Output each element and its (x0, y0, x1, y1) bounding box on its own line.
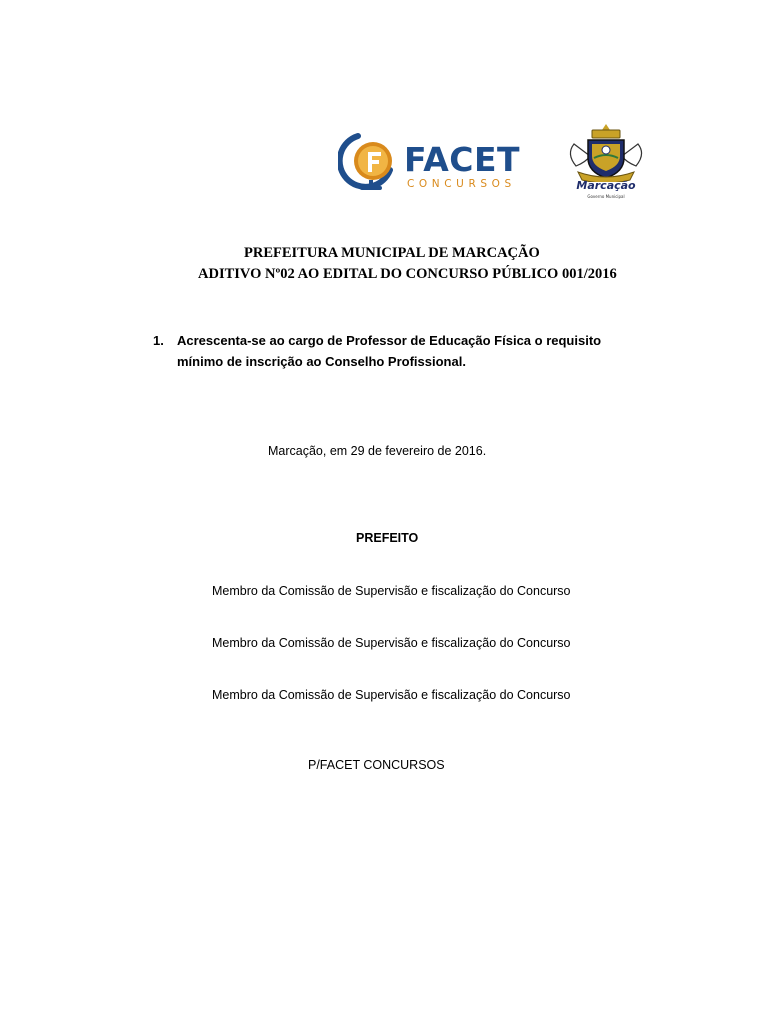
title-line-1: PREFEITURA MUNICIPAL DE MARCAÇÃO (244, 245, 540, 261)
facet-subtitle: CONCURSOS (407, 178, 516, 190)
signature-prefeito: PREFEITO (356, 531, 419, 545)
place-date: Marcação, em 29 de fevereiro de 2016. (268, 444, 487, 458)
facet-wordmark: FACET (404, 140, 521, 179)
crest-label: Marcação (576, 179, 636, 192)
marcacao-crest (564, 122, 648, 206)
crest-subtitle: Governo Municipal (587, 194, 625, 199)
signature-membro-2: Membro da Comissão de Supervisão e fiscalização do Concurso (212, 636, 571, 650)
municipal-crest-icon (564, 122, 648, 182)
signature-membro-1: Membro da Comissão de Supervisão e fiscalização do Concurso (212, 584, 571, 598)
list-item-number: 1. (153, 333, 164, 348)
globe-icon (338, 130, 402, 194)
list-item-text: Acrescenta-se ao cargo de Professor de Educação Física o requisito mínimo de inscrição ao Conselho Profissional. (177, 333, 602, 369)
title-line-2: ADITIVO Nº02 AO EDITAL DO CONCURSO PÚBLICO 001/2016 (198, 266, 617, 282)
facet-logo (338, 130, 528, 194)
header-logos (338, 122, 658, 206)
signature-membro-3: Membro da Comissão de Supervisão e fiscalização do Concurso (212, 688, 571, 702)
signature-facet: P/FACET CONCURSOS (308, 758, 445, 772)
